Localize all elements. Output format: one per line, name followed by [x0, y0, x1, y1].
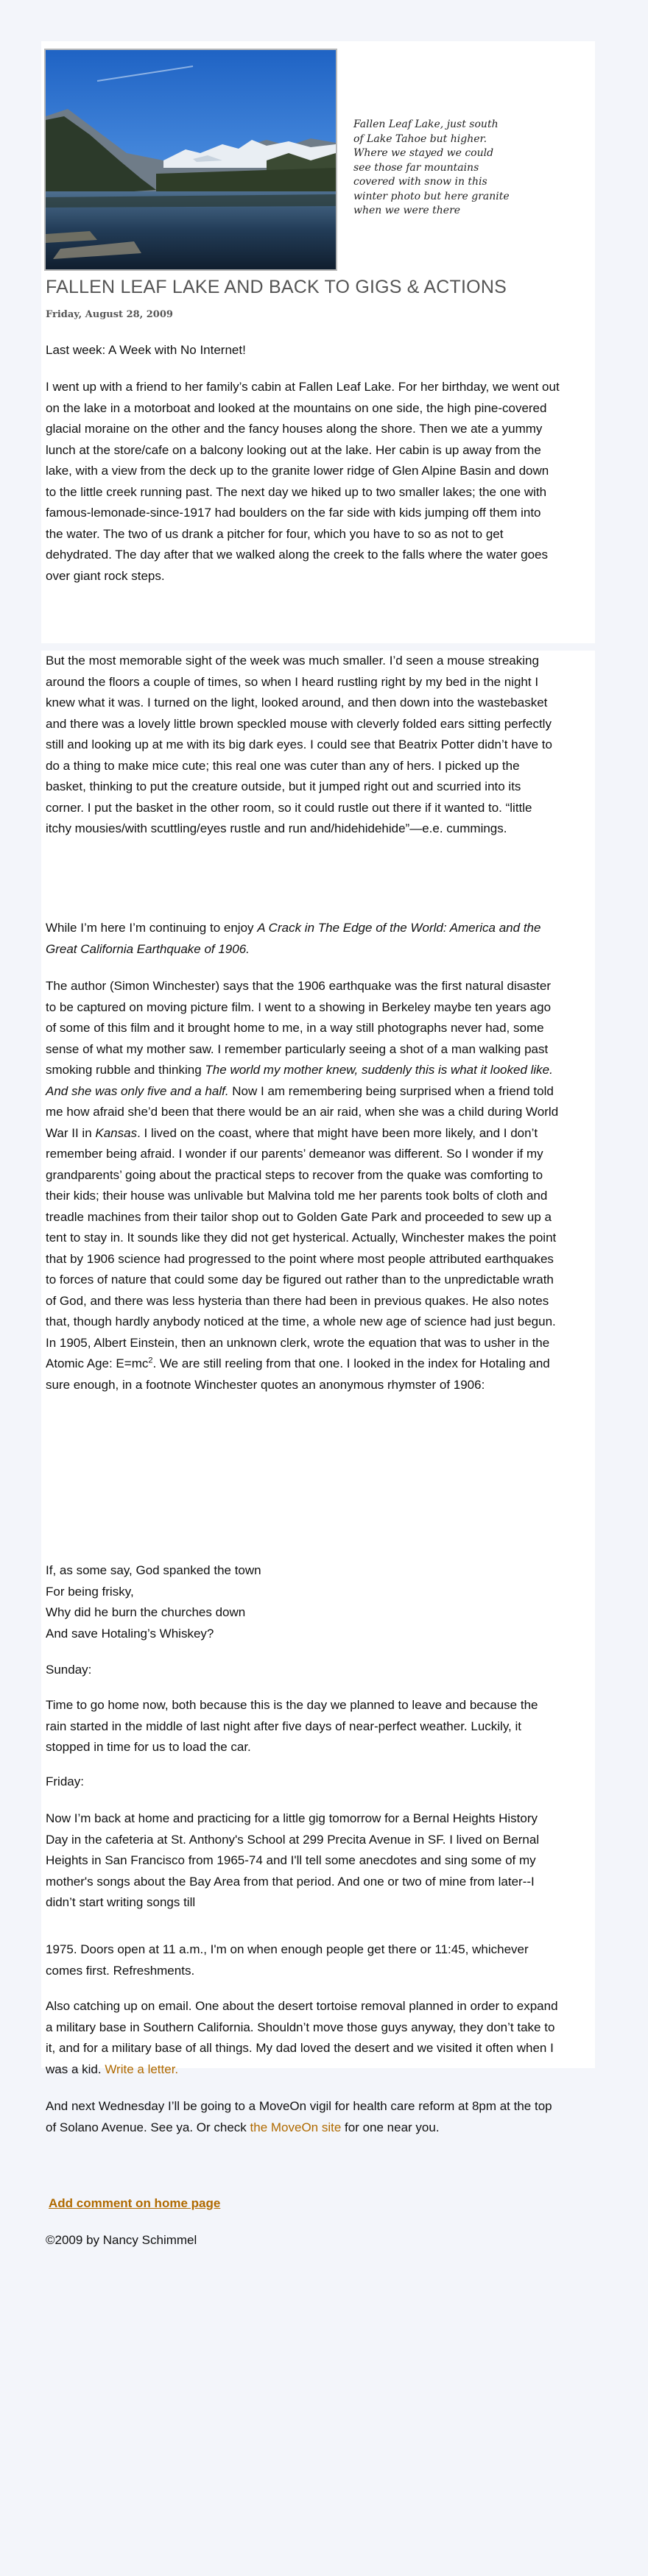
moveon-paragraph: And next Wednesday I’ll be going to a MoveOn vigil for health care reform at 8pm at the top of Solano Avenue. See ya. Or check the MoveOn site for one near you.	[46, 2099, 552, 2134]
poem-line: And save Hotaling’s Whiskey?	[46, 1626, 214, 1641]
poem-line: If, as some say, God spanked the town	[46, 1563, 261, 1577]
write-letter-link[interactable]: Write a letter.	[105, 2062, 179, 2076]
copyright: ©2009 by Nancy Schimmel	[46, 2233, 197, 2247]
photo-caption: Fallen Leaf Lake, just south of Lake Tahoe but higher. Where we stayed we could see those far mountains covered with snow in this winter photo but here granite when we were there	[353, 118, 510, 216]
moveon-site-link[interactable]: the MoveOn site	[250, 2120, 342, 2134]
friday-text: Now I’m back at home and practicing for a little gig tomorrow for a Bernal Heights History Day in the cafeteria at St. Anthony's School at 299 Precita Avenue in SF. I lived on Bernal Heights in San Francisco from 1965-74 and I'll tell some anecdotes and sing some of my mother's songs about the Bay Area from that period. And one or two of mine from later--I didn’t start writing songs till	[46, 1811, 540, 1909]
friday-text-continued: 1975. Doors open at 11 a.m., I'm on when enough people get there or 11:45, whichever comes first. Refreshments.	[46, 1942, 529, 1978]
lake-photo	[44, 49, 337, 271]
friday-label: Friday:	[46, 1774, 84, 1788]
paragraph-book: While I’m here I’m continuing to enjoy A Crack in The Edge of the World: America and the Great California Earthquake of 1906.	[46, 921, 541, 956]
poem	[46, 1560, 561, 1644]
book-title: A Crack in The Edge of the World: America and the Great California Earthquake of 1906.	[46, 921, 541, 956]
post-date: Friday, August 28, 2009	[46, 309, 173, 320]
paragraph-earthquake: The author (Simon Winchester) says that the 1906 earthquake was the first natural disaster to be captured on moving picture film. I went to a showing in Berkeley maybe ten years ago of some of this film and it brought home to me, in a way still photographs never had, some sense of what my mother saw. I remember particularly seeing a shot of a man walking past smoking rubble and thinking The world my mother knew, suddenly this is what it looked like. And she was only five and a half. Now I am remembering being surprised when a friend told me how afraid she’d been that there would be an air raid, when she was a child during World War II in Kansas. I lived on the coast, where that might have been more likely, and I don’t remember being afraid. I wonder if our parents’ demeanor was different. So I wonder if my grandparents’ going about the practical steps to recover from the quake was comforting to their kids; their house was unlivable but Malvina told me her parents took bolts of cloth and treadle machines from their tailor shop out to Golden Gate Park and proceeded to sew up a tent to stay in. It sounds like they did not get hysterical. Actually, Winchester makes the point that by 1906 science had progressed to the point where most people attributed earthquakes to forces of nature that could some day be figured out rather than to the unpredictable wrath of God, and there was less hysteria than there had been in previous quakes. He also notes that, though hardly anybody noticed at the time, a whole new age of science had just begun. In 1905, Albert Einstein, then an unknown clerk, wrote the equation that was to usher in the Atomic Age: $E=mc^2$. We are still reeling from that one. I looked in the index for Hotaling and sure enough, in a footnote Winchester quotes an anonymous rhymster of 1906:	[46, 979, 559, 1392]
sunday-label: Sunday:	[46, 1663, 92, 1677]
week-heading: Last week: A Week with No Internet!	[46, 343, 246, 357]
poem-line: Why did he burn the churches down	[46, 1605, 246, 1619]
add-comment-link[interactable]: Add comment on home page	[49, 2196, 221, 2210]
email-paragraph: Also catching up on email. One about the desert tortoise removal planned in order to expand a military base in Southern California. Shouldn’t move those guys anyway, they don’t take to it, and for a military base of all things. My dad loved the desert and we visited it often when I was a kid. Write a letter.	[46, 1999, 558, 2076]
sunday-text: Time to go home now, both because this is the day we planned to leave and because the rain started in the middle of last night after five days of near-perfect weather. Luckily, it stopped in time for us to load the car.	[46, 1698, 538, 1754]
post-title: FALLEN LEAF LAKE AND BACK TO GIGS & ACTIONS	[46, 277, 507, 297]
paragraph-mouse: But the most memorable sight of the week was much smaller. I’d seen a mouse streaking around the floors a couple of times, so when I heard rustling right by my bed in the night I knew what it was. I turned on the light, looked around, and then down into the wastebasket and there was a lovely little brown speckled mouse with cleverly folded ears sitting perfectly still and looking up at me with its big dark eyes. I could see that Beatrix Potter didn’t have to do a thing to make mice cute; this real one was cuter than any of hers. I picked up the basket, thinking to put the creature outside, but it jumped right out and scurried into its corner. I put the basket in the other room, so it could rustle out there if it wanted to. “little itchy mousies/with scuttling/eyes rustle and run and/hidehidehide”—e.e. cummings.	[46, 654, 552, 835]
paragraph-fallen-leaf: I went up with a friend to her family’s cabin at Fallen Leaf Lake. For her birthday, we went out on the lake in a motorboat and looked at the mountains on one side, the high pine-covered glacial moraine on the other and the fancy houses along the shore. Then we ate a yummy lunch at the store/cafe on a balcony looking out at the lake. Her cabin is up away from the lake, with a view from the deck up to the granite lower ridge of Glen Alpine Basin and down to the little creek running past. The next day we hiked up to two smaller lakes; the one with famous-lemonade-since-1917 had boulders on the far side with kids jumping off them into the water. The two of us drank a pitcher for four, which you have to so as not to get dehydrated. The day after that we walked along the creek to the falls where the water goes over giant rock steps.	[46, 380, 560, 583]
poem-line: For being frisky,	[46, 1584, 134, 1599]
